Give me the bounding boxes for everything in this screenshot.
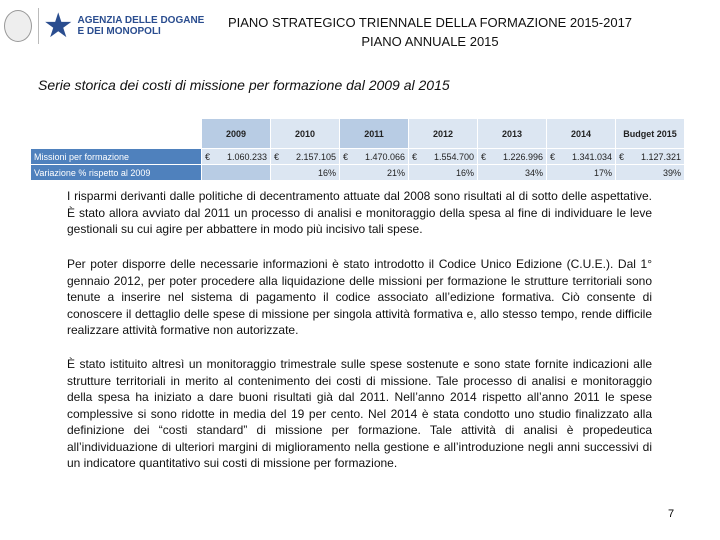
value: 1.226.996 bbox=[502, 151, 543, 162]
cell bbox=[202, 149, 271, 165]
cell: 17% bbox=[547, 165, 616, 181]
section-title: Serie storica dei costi di missione per formazione dal 2009 al 2015 bbox=[38, 77, 450, 93]
currency: € bbox=[412, 151, 418, 162]
currency: € bbox=[619, 151, 625, 162]
currency: € bbox=[343, 151, 349, 162]
currency: € bbox=[274, 151, 280, 162]
agency-logo bbox=[4, 8, 204, 44]
value: 1.554.700 bbox=[433, 151, 474, 162]
cost-table bbox=[30, 118, 685, 181]
paragraph: È stato istituito altresì un monitoraggio trimestrale sulle spese sostenute e sono state fornite indicazioni alle strutture territoriali in merito al contenimento dei costi di missione. Tale processo di analisi e monitoraggio della spesa ha iniziato a dare buoni risultati già dal 2011. Nell’anno 2014 rispetto all’anno 2011 le spese complessive si sono ridotte in media del 19 per cento. Nel 2014 è stata condotto uno studio finalizzato alla definizione dei “costi standard” di missione per formazione. Tale attività di analisi è propedeutica all’individuazione di ulteriori margini di miglioramento nella gestione e all’introduzione negli anni successivi di un indicatore quantitativo sui costi di missione per formazione. bbox=[67, 357, 652, 470]
cell: 34% bbox=[478, 165, 547, 181]
header-title: PIANO STRATEGICO TRIENNALE DELLA FORMAZIONE 2015-2017 bbox=[227, 15, 633, 30]
cell bbox=[202, 165, 271, 181]
star-logo-icon: ★ bbox=[43, 7, 74, 45]
row-label: Variazione % rispetto al 2009 bbox=[31, 165, 202, 181]
currency: € bbox=[205, 151, 211, 162]
table-row bbox=[31, 165, 685, 181]
cell: 39% bbox=[616, 165, 685, 181]
col-header: 2013 bbox=[478, 119, 547, 149]
value: 1.470.066 bbox=[364, 151, 405, 162]
cell: 16% bbox=[409, 165, 478, 181]
cell bbox=[409, 149, 478, 165]
currency: € bbox=[550, 151, 556, 162]
cell: 21% bbox=[340, 165, 409, 181]
cell bbox=[616, 149, 685, 165]
col-header: 2011 bbox=[340, 119, 409, 149]
paragraph: Per poter disporre delle necessarie informazioni è stato introdotto il Codice Unico Edizione (C.U.E.). Dal 1° gennaio 2012, per poter procedere alla liquidazione delle missioni per formazione le strutture territoriali sono tenute a inserire nel sistema di pagamento il codice associato all’edizione formativa. Ciò consente di conoscere il dettaglio delle spese di missione per singola attività formativa e, allo stesso tempo, rende difficile realizzare attività formative non autorizzate. bbox=[67, 257, 652, 337]
agency-line-1: AGENZIA DELLE DOGANE bbox=[77, 15, 205, 26]
value: 1.127.321 bbox=[640, 151, 681, 162]
row-label: Missioni per formazione bbox=[31, 149, 202, 165]
col-header: 2010 bbox=[271, 119, 340, 149]
header-blank bbox=[31, 119, 202, 149]
col-header: 2012 bbox=[409, 119, 478, 149]
cell bbox=[340, 149, 409, 165]
cell bbox=[271, 149, 340, 165]
col-header: Budget 2015 bbox=[616, 119, 685, 149]
cell bbox=[478, 149, 547, 165]
value: 1.341.034 bbox=[571, 151, 612, 162]
header-subtitle: PIANO ANNUALE 2015 bbox=[361, 34, 499, 49]
divider bbox=[38, 8, 39, 44]
table-header-row bbox=[31, 119, 685, 149]
col-header: 2014 bbox=[547, 119, 616, 149]
cell bbox=[547, 149, 616, 165]
page-header bbox=[215, 13, 645, 51]
value: 2.157.105 bbox=[295, 151, 336, 162]
cell: 16% bbox=[271, 165, 340, 181]
currency: € bbox=[481, 151, 487, 162]
value: 1.060.233 bbox=[226, 151, 267, 162]
agency-line-2: E DEI MONOPOLI bbox=[77, 26, 161, 37]
agency-name bbox=[77, 15, 204, 37]
republic-emblem-icon bbox=[4, 10, 32, 42]
page-number: 7 bbox=[668, 508, 675, 520]
col-header: 2009 bbox=[202, 119, 271, 149]
paragraph: I risparmi derivanti dalle politiche di decentramento attuate dal 2008 sono risultati al di sotto delle aspettative. È stato allora avviato dal 2011 un processo di analisi e monitoraggio della spesa al fine di individuare le leve gestionali su cui agire per abbattere in modo più incisivo tali spese. bbox=[67, 189, 652, 236]
table-row bbox=[31, 149, 685, 165]
